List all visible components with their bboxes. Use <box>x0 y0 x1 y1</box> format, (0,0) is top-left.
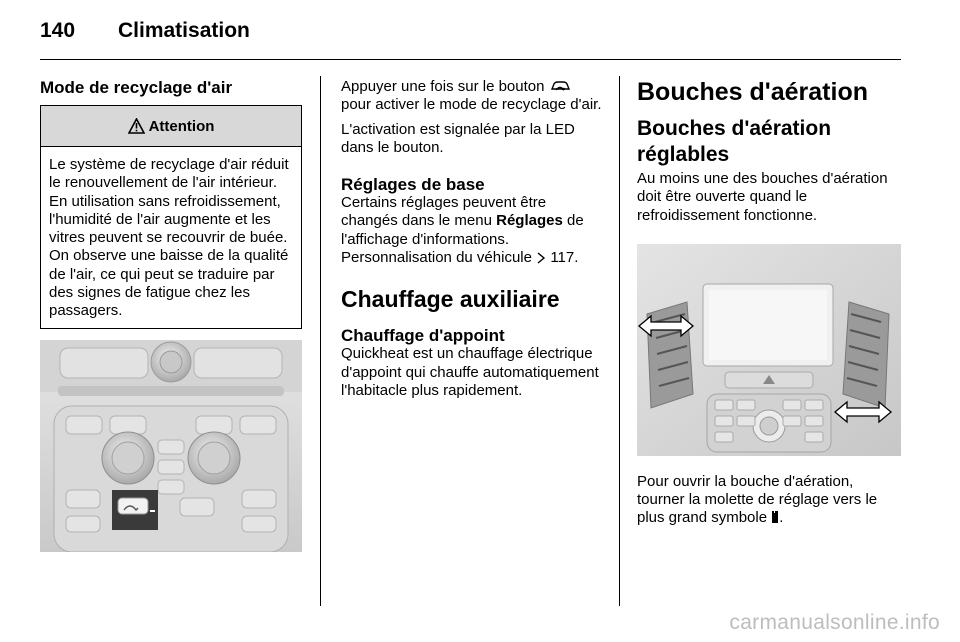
recycling-text-end: pour activer le mode de recyclage d'air. <box>341 96 602 114</box>
recycling-text-start: Appuyer une fois sur le bouton <box>341 78 545 95</box>
header-rule <box>40 59 901 60</box>
quickheat-paragraph: Quickheat est un chauffage électrique d'appoint qui chauffe automatiquement l'habitacle plus rapidement. <box>341 345 599 399</box>
column-1 <box>40 78 302 552</box>
climate-control-panel-illustration <box>40 340 302 552</box>
warning-text: Le système de recyclage d'air réduit le renouvellement de l'air intérieur. En utilisation sans refroidissement, l'humidité de l'air augmente et les vitres peuvent se recouvrir de buée. On observe une baisse de la qualité de l'air, ce qui peut se traduire par des signes de fatigue chez les passagers. <box>49 156 289 320</box>
page-number: 140 <box>40 19 76 42</box>
settings-menu-name: Réglages <box>496 212 563 230</box>
settings-text-start: Certains réglages peuvent être changés dans le menu <box>341 194 547 230</box>
vents-paragraph: Au moins une des bouches d'aération doit être ouverte quand le refroidissement fonctionne. <box>637 170 888 224</box>
page-reference-icon <box>536 252 546 264</box>
vent-open-paragraph <box>637 473 901 528</box>
adjustable-vents-heading: Bouches d'aération réglables <box>637 117 832 166</box>
led-paragraph: L'activation est signalée par la LED dans le bouton. <box>341 120 575 156</box>
column-3 <box>637 78 901 528</box>
warning-header <box>41 106 301 147</box>
warning-triangle-icon <box>128 118 145 134</box>
warning-title: Attention <box>148 117 215 135</box>
column-2 <box>341 78 603 400</box>
air-vents-dashboard-icon <box>637 244 901 456</box>
settings-text-end: de l'affichage d'informations. Personnalisation du véhicule <box>341 212 584 267</box>
chapter-title: Climatisation <box>118 19 250 42</box>
recirculation-icon <box>549 79 571 93</box>
column-divider-2 <box>619 76 620 606</box>
basic-settings-heading: Réglages de base <box>341 175 485 195</box>
aux-heating-heading: Chauffage auxiliaire <box>341 286 560 313</box>
vents-heading: Bouches d'aération <box>637 78 868 106</box>
climate-control-panel-icon <box>40 340 302 552</box>
column-divider-1 <box>320 76 321 606</box>
basic-settings-paragraph <box>341 194 603 267</box>
vent-open-period: . <box>779 509 784 527</box>
watermark: carmanualsonline.info <box>729 611 940 634</box>
air-vents-illustration <box>637 244 901 456</box>
settings-page-ref: 117. <box>550 249 579 267</box>
section-heading-recycling: Mode de recyclage d'air <box>40 78 233 97</box>
vent-open-text: Pour ouvrir la bouche d'aération, tourner la molette de réglage vers le plus grand symbole <box>637 472 878 527</box>
recycling-paragraph <box>341 78 603 115</box>
warning-box <box>40 105 302 329</box>
booster-heating-heading: Chauffage d'appoint <box>341 326 505 346</box>
